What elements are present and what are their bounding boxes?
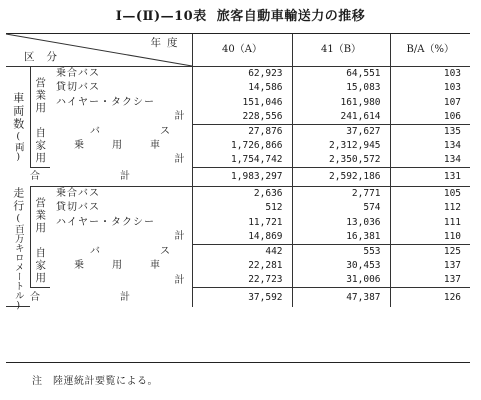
cell-40: 37,592 — [192, 288, 292, 307]
cell-40: 228,556 — [192, 110, 292, 125]
table-row — [6, 139, 470, 153]
section-label-vehicles: 車両数(両) — [11, 91, 25, 163]
cell-40: 62,923 — [192, 67, 292, 82]
data-table — [6, 34, 470, 311]
group-label-private: 自家用 — [30, 244, 50, 287]
table-title: 旅客自動車輸送力の推移 — [216, 9, 366, 24]
header-nendo: 年度 — [150, 37, 184, 49]
table-row — [6, 273, 470, 288]
table-row — [6, 201, 470, 215]
total-label: 合計 — [30, 168, 192, 187]
cell-41: 161,980 — [292, 95, 390, 109]
row-label: ハイヤー・タクシー — [56, 96, 155, 108]
cell-40: 1,754,742 — [192, 153, 292, 168]
row-label: 乗用車 — [74, 260, 188, 272]
total-row — [6, 288, 470, 307]
total-label: 合計 — [30, 291, 210, 303]
cell-ba: 106 — [390, 110, 470, 125]
section-label-distance: 走行(百万キロメートル) — [6, 187, 30, 307]
cell-ba: 137 — [390, 273, 470, 288]
cell-40: 1,726,866 — [192, 139, 292, 153]
table-row — [6, 153, 470, 168]
cell-40: 22,723 — [192, 273, 292, 288]
table-row — [6, 244, 470, 259]
cell-40: 512 — [192, 201, 292, 215]
group-label-business: 営業用 — [30, 187, 50, 245]
cell-ba: 105 — [390, 187, 470, 202]
row-label: 計 — [174, 154, 186, 166]
header-col40: 40（A） — [192, 34, 292, 67]
cell-ba: 103 — [390, 81, 470, 95]
header-col41: 41（B） — [292, 34, 390, 67]
cell-40: 14,586 — [192, 81, 292, 95]
header-colba: B/A（%） — [390, 34, 470, 67]
cell-41: 31,006 — [292, 273, 390, 288]
cell-ba: 134 — [390, 139, 470, 153]
header-row — [6, 34, 470, 67]
cell-ba: 137 — [390, 259, 470, 273]
cell-40: 1,983,297 — [192, 168, 292, 187]
table-row — [6, 124, 470, 139]
row-label: バス — [90, 125, 230, 137]
header-corner — [6, 34, 192, 67]
cell-41: 13,036 — [292, 216, 390, 230]
row-label: 貸切バス — [56, 82, 100, 94]
cell-ba: 103 — [390, 67, 470, 82]
group-label-private: 自家用 — [30, 124, 50, 167]
cell-41: 15,083 — [292, 81, 390, 95]
header-kubun: 区分 — [24, 51, 69, 63]
table-row — [6, 259, 470, 273]
cell-ba: 111 — [390, 216, 470, 230]
cell-40: 11,721 — [192, 216, 292, 230]
cell-ba: 112 — [390, 201, 470, 215]
cell-40: 27,876 — [192, 124, 292, 139]
cell-ba: 110 — [390, 230, 470, 245]
cell-40: 442 — [192, 244, 292, 259]
cell-ba: 134 — [390, 153, 470, 168]
cell-41: 2,592,186 — [292, 168, 390, 187]
page-title — [0, 5, 481, 24]
cell-41: 574 — [292, 201, 390, 215]
table-row — [6, 230, 470, 245]
row-label: 乗合バス — [56, 68, 100, 79]
cell-41: 553 — [292, 244, 390, 259]
cell-ba: 135 — [390, 124, 470, 139]
cell-40: 22,281 — [192, 259, 292, 273]
row-label: 乗合バス — [56, 188, 100, 200]
cell-ba: 125 — [390, 244, 470, 259]
cell-41: 241,614 — [292, 110, 390, 125]
table-row — [6, 110, 470, 125]
table-code: I—(Ⅱ)—10表 — [115, 9, 207, 24]
row-label: バス — [90, 245, 230, 257]
cell-41: 2,350,572 — [292, 153, 390, 168]
table-row — [6, 187, 470, 202]
row-label: 計 — [174, 274, 186, 286]
row-label: ハイヤー・タクシー — [56, 216, 155, 228]
cell-41: 37,627 — [292, 124, 390, 139]
cell-40: 2,636 — [192, 187, 292, 202]
cell-40: 151,046 — [192, 95, 292, 109]
cell-ba: 131 — [390, 168, 470, 187]
cell-ba: 126 — [390, 288, 470, 307]
total-row — [6, 168, 470, 187]
row-label: 乗用車 — [74, 139, 188, 151]
bottom-rule — [6, 362, 470, 363]
table-row — [6, 67, 470, 82]
row-label: 貸切バス — [56, 202, 100, 214]
table-row — [6, 95, 470, 109]
footnote: 注 陸運統計要覧による。 — [32, 376, 158, 387]
cell-41: 16,381 — [292, 230, 390, 245]
cell-41: 30,453 — [292, 259, 390, 273]
cell-ba: 107 — [390, 95, 470, 109]
cell-40: 14,869 — [192, 230, 292, 245]
cell-41: 2,771 — [292, 187, 390, 202]
group-label-business: 営業用 — [30, 67, 50, 125]
cell-41: 2,312,945 — [292, 139, 390, 153]
table-row — [6, 216, 470, 230]
cell-41: 47,387 — [292, 288, 390, 307]
cell-41: 64,551 — [292, 67, 390, 82]
table-row — [6, 81, 470, 95]
row-label: 計 — [174, 231, 186, 243]
row-label: 計 — [174, 111, 186, 123]
